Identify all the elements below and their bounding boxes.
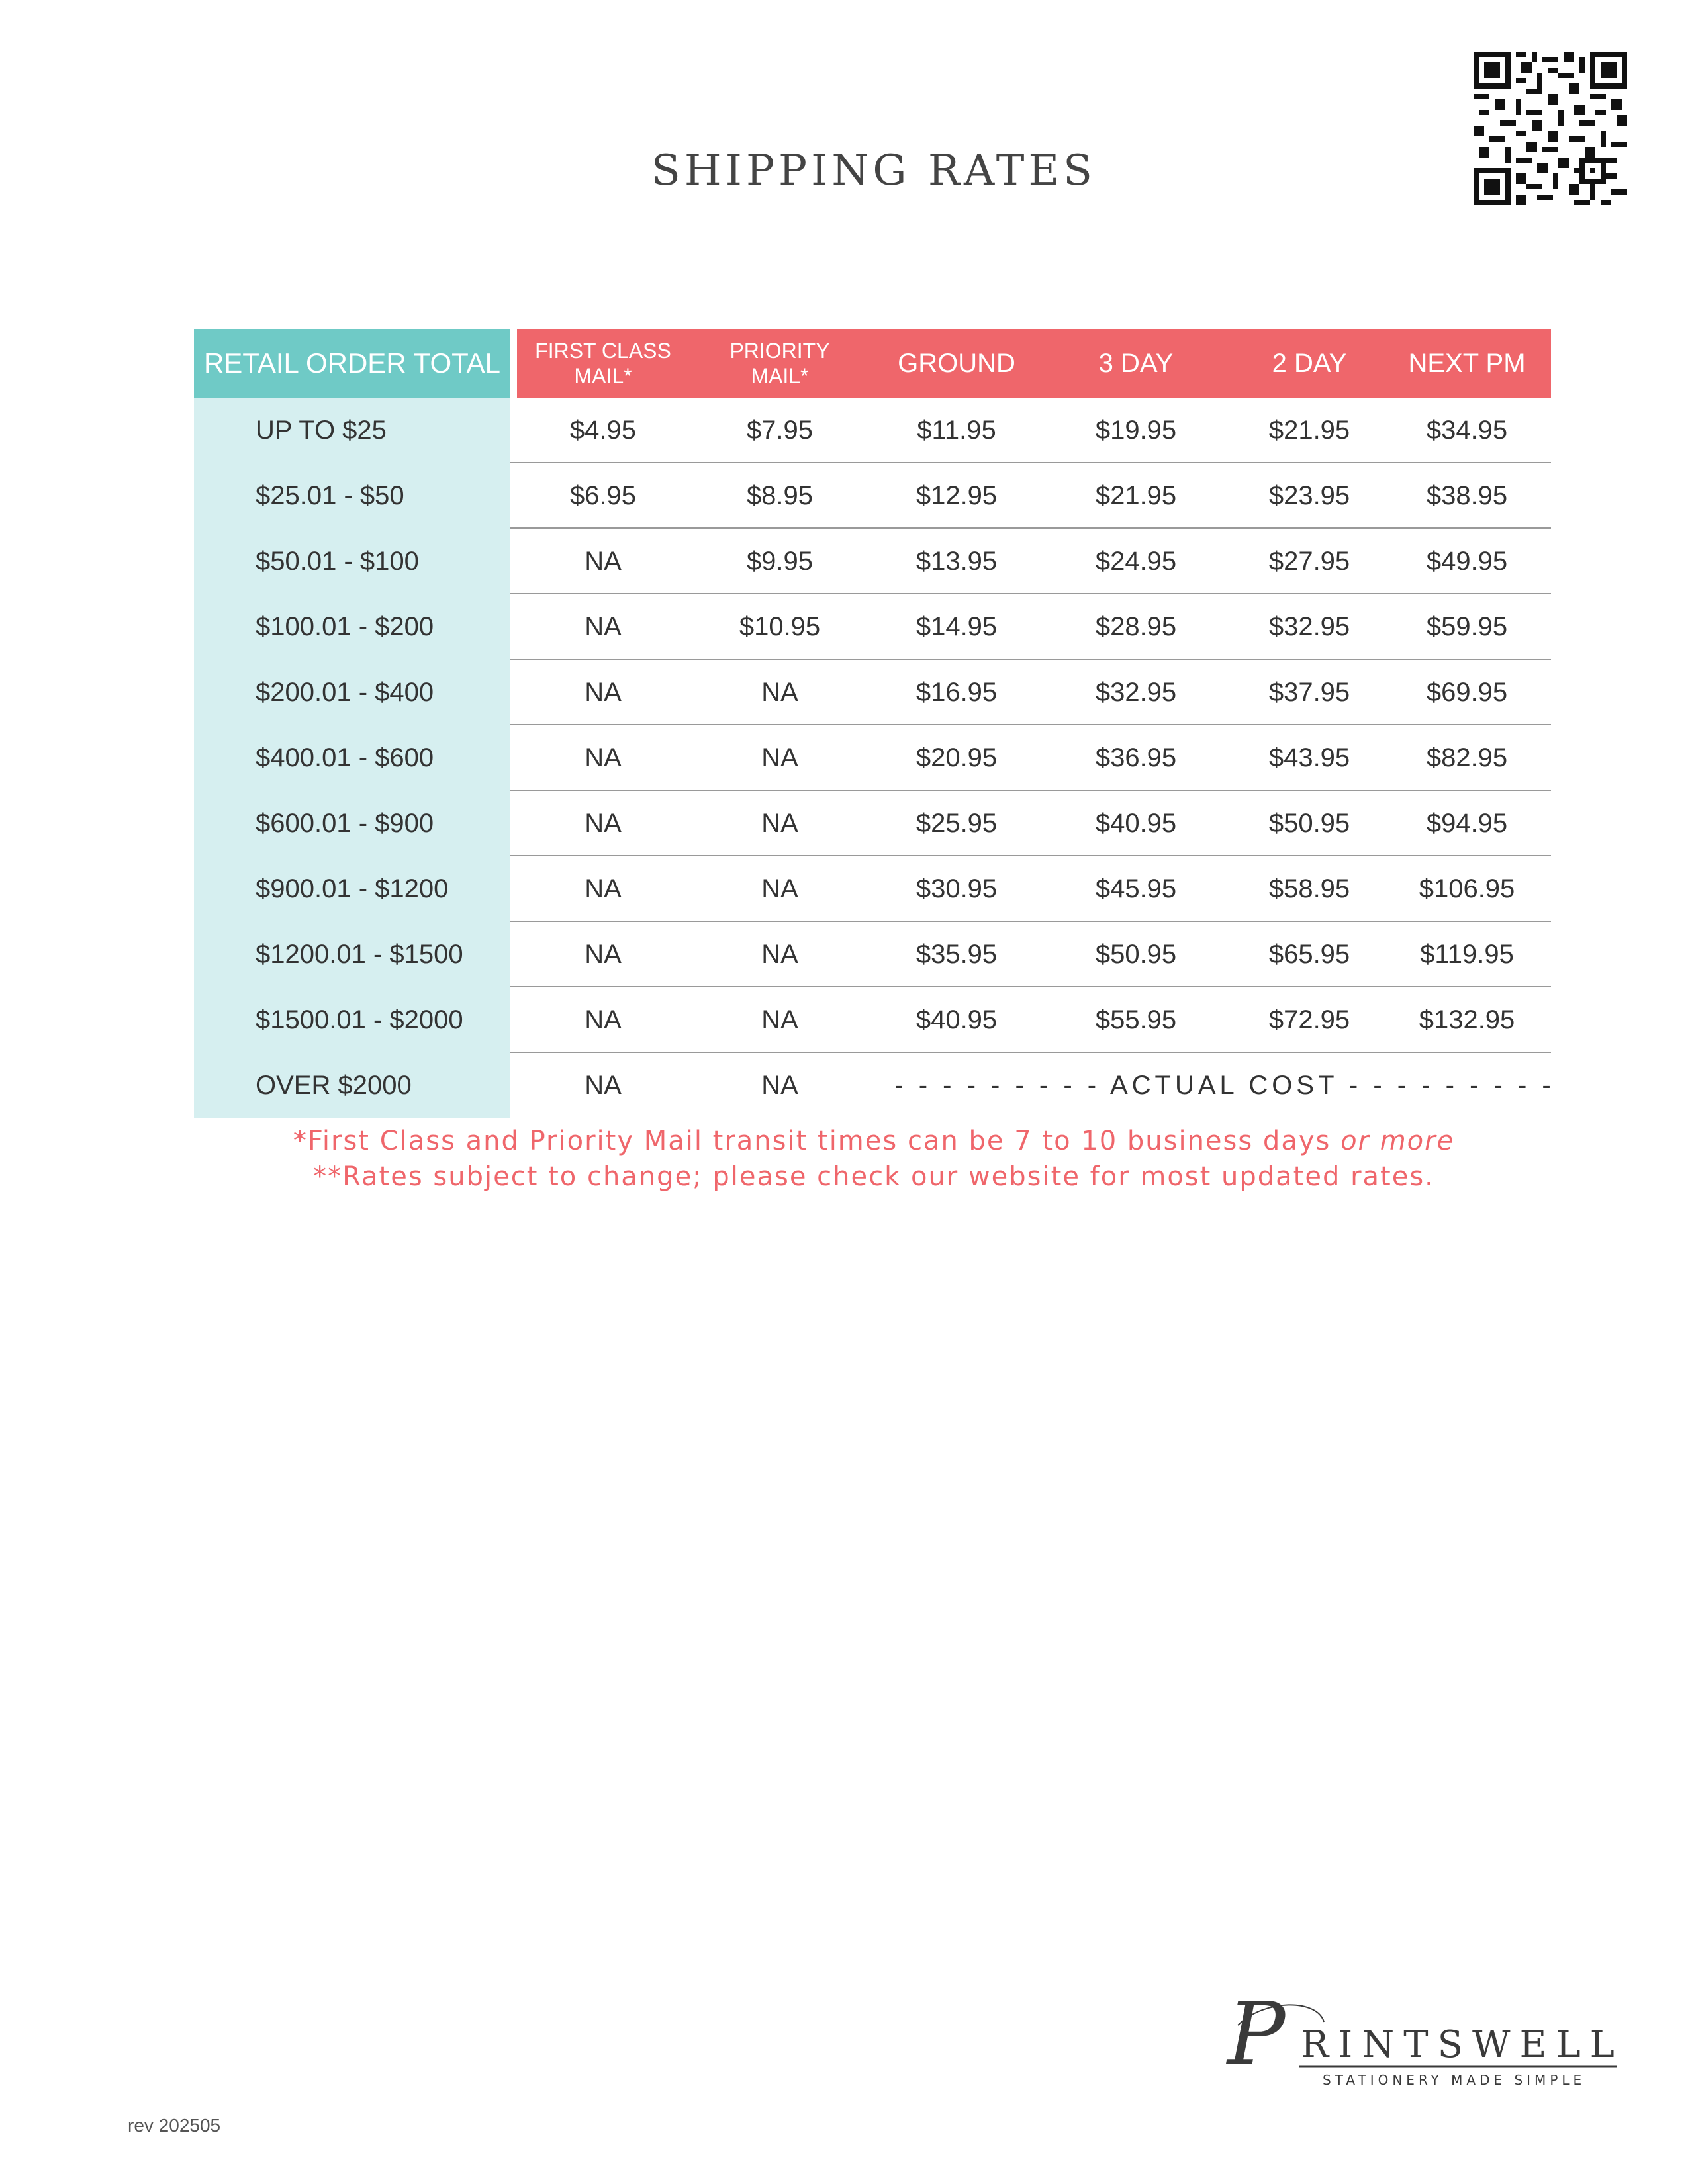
rate-3-day: $55.95 [1095,1005,1177,1034]
rate-priority: NA [761,1071,798,1100]
page-title: SHIPPING RATES [651,146,1096,195]
table-row [194,922,1551,987]
header-next-pm: NEXT PM [1408,348,1526,378]
header-priority-mail: PRIORITY MAIL* [729,339,830,388]
rate-ground: $16.95 [915,678,998,707]
rate-priority: NA [761,809,798,838]
rate-2-day: $32.95 [1268,612,1350,641]
rate-3-day: $40.95 [1095,809,1177,838]
rate-priority: NA [761,743,798,772]
rate-first-class: NA [585,1005,622,1034]
table-row [194,1053,1555,1118]
rate-2-day: $50.95 [1268,809,1350,838]
rate-2-day: $37.95 [1268,678,1350,707]
rate-next-pm: $106.95 [1419,874,1515,903]
row-label: $900.01 - $1200 [256,874,449,903]
table-row [194,660,1551,725]
rate-next-pm: $82.95 [1426,743,1508,772]
row-label: OVER $2000 [256,1071,412,1100]
footnote-transit [0,1123,1688,1159]
rate-2-day: $43.95 [1268,743,1350,772]
rate-next-pm: $94.95 [1426,809,1508,838]
table-row [194,856,1551,922]
row-label: $50.01 - $100 [256,547,419,576]
rate-priority: NA [761,940,798,969]
rate-next-pm: $49.95 [1426,547,1508,576]
actual-cost-span: - - - - - - - - - ACTUAL COST - - - - - - - - - [894,1071,1555,1100]
header-ground: GROUND [898,348,1015,378]
rate-next-pm: $69.95 [1426,678,1508,707]
table-row [194,725,1551,791]
logo-wordmark: RINTSWELL [1301,2023,1624,2066]
row-label: $100.01 - $200 [256,612,434,641]
rate-first-class: NA [585,1071,622,1100]
table-row [194,398,1551,463]
logo-tagline: STATIONERY MADE SIMPLE [1323,2072,1586,2088]
rate-ground: $14.95 [915,612,998,641]
rate-ground: $30.95 [915,874,998,903]
rate-ground: $13.95 [915,547,998,576]
rate-first-class: NA [585,940,622,969]
rate-first-class: NA [585,809,622,838]
table-row [194,791,1551,856]
rate-ground: $12.95 [915,481,998,510]
rate-2-day: $72.95 [1268,1005,1350,1034]
rate-ground: $11.95 [917,416,996,445]
rate-priority: NA [761,1005,798,1034]
table-row [194,529,1551,594]
rate-priority: $10.95 [739,612,821,641]
footnote-rates: **Rates subject to change; please check our website for most updated rates. [313,1161,1434,1192]
rate-2-day: $21.95 [1268,416,1350,445]
footnotes [0,1123,1688,1195]
row-label: UP TO $25 [256,416,387,445]
rate-first-class: NA [585,612,622,641]
rate-ground: $20.95 [915,743,998,772]
qr-code-icon[interactable] [1474,52,1627,205]
rate-3-day: $21.95 [1095,481,1177,510]
table-row [194,463,1551,529]
rate-3-day: $24.95 [1095,547,1177,576]
rate-ground: $35.95 [915,940,998,969]
rate-first-class: NA [585,874,622,903]
footnote-transit-text: *First Class and Priority Mail transit times can be 7 to 10 business days [293,1126,1341,1156]
row-label: $1500.01 - $2000 [256,1005,463,1034]
row-label: $25.01 - $50 [256,481,404,510]
rate-3-day: $19.95 [1095,416,1177,445]
rate-next-pm: $132.95 [1419,1005,1515,1034]
rate-priority: NA [761,874,798,903]
footnote-transit-italic: or more [1340,1126,1455,1156]
header-retail-order-total: RETAIL ORDER TOTAL [194,329,510,398]
rate-priority: $7.95 [746,416,814,445]
rate-first-class: $4.95 [569,416,637,445]
table-header-row [194,329,1551,398]
table-row [194,594,1551,660]
rate-3-day: $45.95 [1095,874,1177,903]
rate-3-day: $50.95 [1095,940,1177,969]
table-body [194,398,1555,1118]
header-first-class-mail: FIRST CLASS MAIL* [535,339,671,388]
rate-first-class: $6.95 [569,481,637,510]
rate-2-day: $58.95 [1268,874,1350,903]
rate-next-pm: $34.95 [1426,416,1508,445]
rate-first-class: NA [585,547,622,576]
rate-2-day: $27.95 [1268,547,1350,576]
row-label: $600.01 - $900 [256,809,434,838]
header-3-day: 3 DAY [1098,348,1174,378]
rate-3-day: $32.95 [1095,678,1177,707]
row-label: $1200.01 - $1500 [256,940,463,969]
rate-priority: $9.95 [746,547,814,576]
row-label: $200.01 - $400 [256,678,434,707]
rate-first-class: NA [585,743,622,772]
shipping-rates-table [194,329,1555,1118]
rate-first-class: NA [585,678,622,707]
rate-3-day: $36.95 [1095,743,1177,772]
rate-2-day: $65.95 [1268,940,1350,969]
rate-priority: $8.95 [746,481,814,510]
rate-ground: $40.95 [915,1005,998,1034]
rate-2-day: $23.95 [1268,481,1350,510]
rate-ground: $25.95 [915,809,998,838]
table-row [194,987,1551,1053]
rate-next-pm: $119.95 [1420,940,1514,969]
logo-initial-p: P [1227,1985,1286,2084]
rate-priority: NA [761,678,798,707]
row-label: $400.01 - $600 [256,743,434,772]
rate-3-day: $28.95 [1095,612,1177,641]
printswell-logo [1225,1985,1635,2098]
rate-next-pm: $38.95 [1426,481,1508,510]
header-2-day: 2 DAY [1272,348,1347,378]
revision-label: rev 202505 [128,2115,221,2136]
rate-next-pm: $59.95 [1426,612,1508,641]
